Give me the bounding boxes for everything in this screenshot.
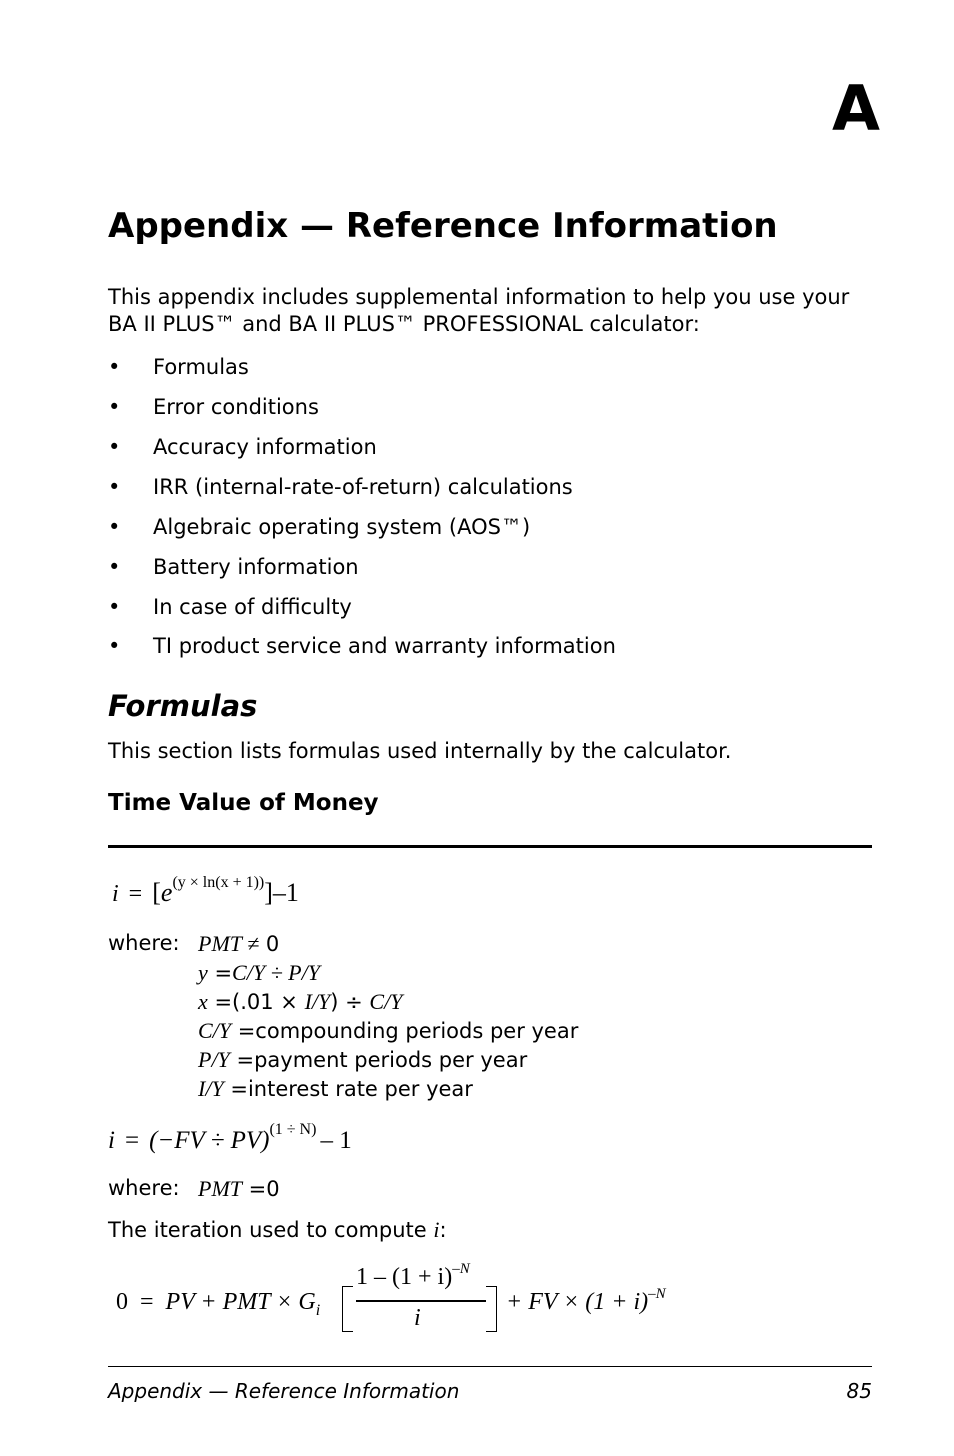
symbol: I/Y [304,989,331,1014]
symbol: C/Y [198,1018,232,1043]
expression: C/Y ÷ P/Y [232,960,320,985]
fraction-numerator: $1 - (1 + i)^{-N}$ [356,1261,470,1290]
list-item-text: Algebraic operating system (AOS™) [153,515,531,539]
bullet-symbol: • [108,435,121,459]
symbol: y [198,960,208,985]
formula-lhs: 0 [116,1289,128,1315]
list-item [108,514,530,540]
list-item-text: IRR (internal-rate-of-return) calculations [153,475,573,499]
formula-equals: = [140,1289,154,1315]
section-description: This section lists formulas used internally by the calculator. [108,739,732,763]
numerator-exponent: –N [452,1261,470,1277]
bullet-symbol: • [108,555,121,579]
symbol: x [198,989,208,1014]
bullet-symbol: • [108,355,121,379]
list-item-text: Battery information [153,555,359,579]
where-label: where: [108,931,180,955]
subsection-heading: Time Value of Money [108,790,379,816]
intro-paragraph: This appendix includes supplemental information to help you use your BA II PLUS™ and BA II PLUS™ PROFESSIONAL calculator: [108,285,850,336]
list-item [108,554,359,580]
formula-exponent: (y × ln(x + 1)) [172,874,265,891]
fraction-denominator: i [414,1305,421,1331]
bullet-symbol: • [108,634,121,658]
formula-term: PV + PMT × G [165,1289,316,1315]
where-row [198,1074,473,1104]
list-item-text: TI product service and warranty information [153,634,616,658]
list-item-text: Formulas [153,355,249,379]
formula-lhs: i [112,881,119,907]
formula-interest-rate-2 [108,1121,352,1154]
formula-tail: – 1 [320,1127,352,1154]
where-row [198,987,402,1017]
footer-divider [108,1366,872,1367]
where-row [198,958,320,988]
symbol: C/Y [369,989,403,1014]
where-row [198,1016,578,1046]
formula-exponent: (1 ÷ N) [269,1121,317,1138]
formula-term: + FV × $(1 + i)^{-N}$ [506,1286,666,1315]
chapter-letter: A [832,72,880,145]
where-row [198,1174,280,1204]
definition: ) ÷ [330,990,370,1014]
list-item-text: Error conditions [153,395,319,419]
where-row [198,1045,527,1075]
footer-title: Appendix — Reference Information [108,1379,460,1403]
bullet-symbol: • [108,515,121,539]
definition: =compounding periods per year [231,1019,579,1043]
iteration-text [108,1215,447,1245]
list-item [108,594,352,620]
fraction-bar [356,1300,486,1302]
section-divider [108,845,872,848]
formula-tail: ]–1 [264,878,299,907]
bullet-symbol: • [108,595,121,619]
left-bracket [342,1286,353,1332]
iteration-tail: : [439,1218,447,1242]
where-label: where: [108,1176,180,1200]
formula-base: e [160,878,173,907]
right-bracket [486,1286,497,1332]
bullet-symbol: • [108,475,121,499]
formula-iteration [116,1289,321,1319]
where-row [198,929,279,959]
formula-body: (−FV ÷ PV) [149,1127,270,1154]
symbol: I/Y [198,1076,224,1101]
section-heading: Formulas [108,689,258,723]
formula-lhs: i [108,1127,115,1154]
formula-subscript: i [315,1302,321,1319]
formula-bracket: [ [152,878,161,907]
formula-interest-rate-1 [112,874,299,907]
definition: 0 [259,932,280,956]
formula-equals: = [124,1127,140,1154]
list-item [108,474,573,500]
formula-equals: = [128,881,143,907]
symbol: PMT ≠ [198,931,260,956]
list-item [108,354,249,380]
symbol: P/Y [198,1047,230,1072]
definition: =0 [242,1177,280,1201]
page-number: 85 [846,1379,872,1403]
list-item-text: Accuracy information [153,435,377,459]
list-item [108,394,319,420]
definition: = [207,961,233,985]
page-title: Appendix — Reference Information [108,206,778,246]
iteration-sentence: The iteration used to compute [108,1218,434,1242]
bullet-symbol: • [108,395,121,419]
definition: =interest rate per year [223,1077,473,1101]
symbol: i [433,1217,440,1242]
definition: =(.01 × [207,990,305,1014]
list-item-text: In case of difficulty [153,595,352,619]
symbol: PMT [198,1176,242,1201]
term-exponent: –N [648,1286,666,1302]
list-item [108,633,616,659]
list-item [108,434,377,460]
definition: =payment periods per year [229,1048,528,1072]
